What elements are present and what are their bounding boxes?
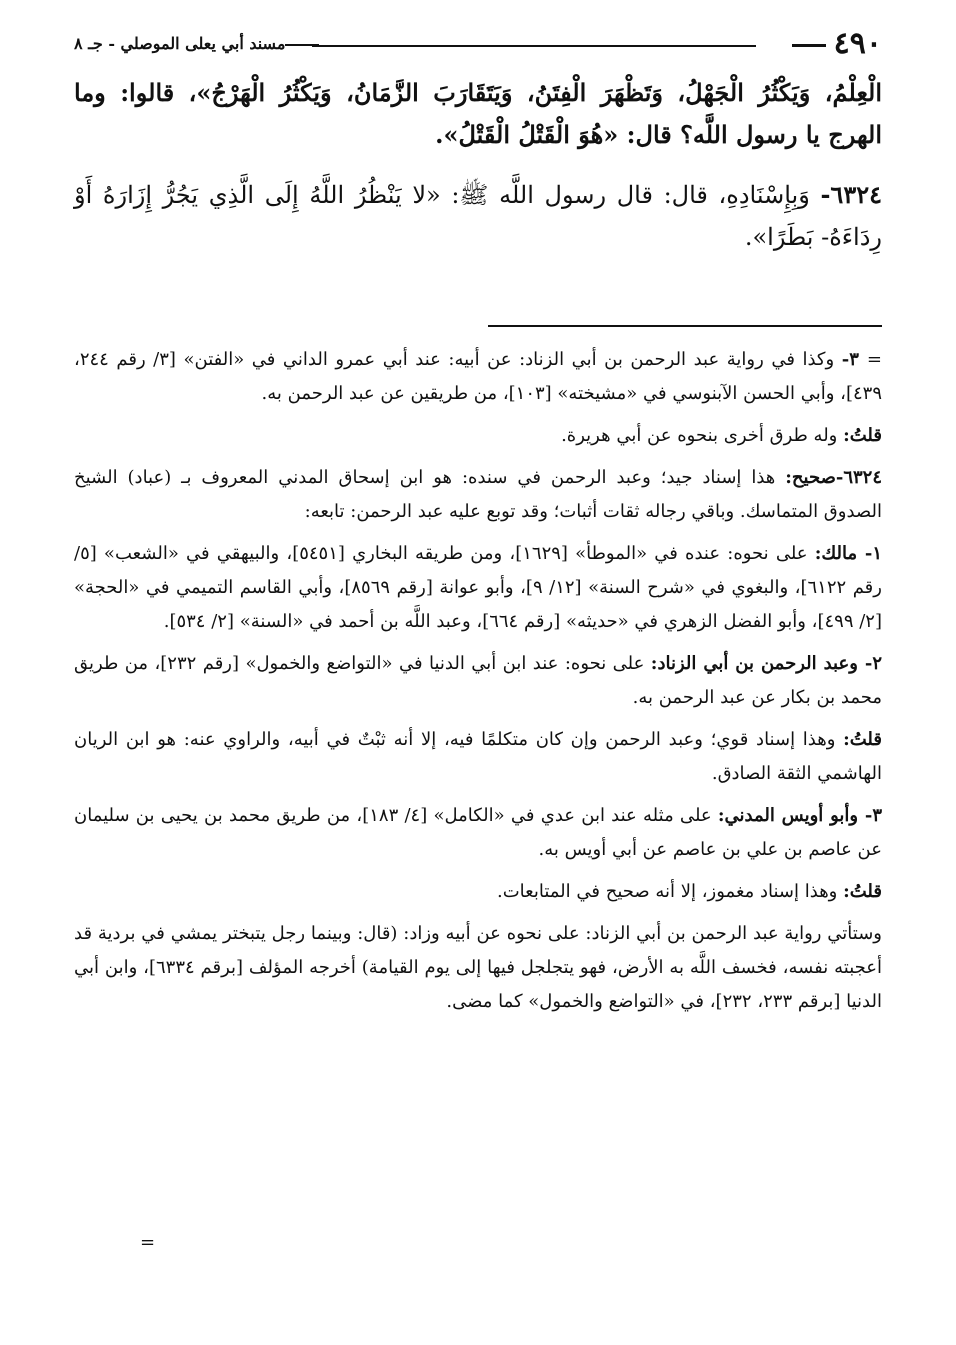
item-3-label: ٣- وأبو أويس المدني: [717,805,882,826]
continuation-end-mark: = [140,1232,156,1253]
continuation-mark: = [866,349,882,370]
item-1-text: على نحوه: عنده في «الموطأ» [١٦٢٩]، ومن طريقه البخاري [٥٤٥١]، والبيهقي في «الشعب» [٥/ رقم ٦١٢٢]، والبغوي في «شرح السنة» [١٢/ ٩]، وأبو عوانة [رقم ٨٥٦٩]، وأبي القاسم التميمي في «الحجة» [٢/ ٤٩٩]، وأبو الفضل الزهري في «حديثه» [رقم ٦٦٤]، وعبد اللَّه بن أحمد في «السنة» [٢/ ٥٣٤]. [74,543,882,632]
grade-text: هذا إسناد جيد؛ وعبد الرحمن في سنده: هو ابن إسحاق المدني المعروف بـ (عباد) الشيخ الصدوق المتماسك. وباقي رجاله ثقات أثبات؛ وقد توبع عليه عبد الرحمن: تابعه: [74,467,882,522]
item-2-label: ٢- وعبد الرحمن بن أبي الزناد: [650,653,882,674]
qultu-1-label: قلتُ: [843,425,882,446]
item-1-label: ١- مالك: [814,543,882,564]
hadith-2-number: ٦٣٢٤- [820,180,882,209]
page-number: ٤٩٠ [833,26,882,61]
hadith-2-text: وَبِإِسْنَادِهِ، قال: قال رسول اللَّه ﷺ: «لا يَنْظُرُ اللَّهُ إِلَى الَّذِي يَجُرُّ إِزَارَهُ أَوْ رِدَاءَهُ- بَطَرًا». [74,181,882,251]
item-3 [74,799,882,867]
page-header [74,26,882,66]
qultu-3-label: قلتُ: [843,881,882,902]
qultu-2-label: قلتُ: [843,729,882,750]
main-text [74,72,882,258]
item-3-text: على مثله عند ابن عدي في «الكامل» [٤/ ١٨٣]، من طريق محمد بن يحيى بن سليمان عن عاصم بن علي بن عاصم عن أبي أويس به. [74,805,882,860]
hadith-2 [74,174,882,258]
item-1 [74,537,882,639]
qultu-1-text: وله طرق أخرى بنحوه عن أبي هريرة. [561,425,838,446]
running-title-text: مسند أبي يعلى الموصلي - جـ ٨ [74,34,286,53]
qultu-1 [74,419,882,453]
qultu-3-text: وهذا إسناد مغموز، إلا أنه صحيح في المتابعات. [497,881,838,902]
final-note [74,917,882,1019]
qultu-2 [74,723,882,791]
qultu-3 [74,875,882,909]
note-3-text: وكذا في رواية عبد الرحمن بن أبي الزناد: عن أبيه: عند أبي عمرو الداني في «الفتن» [٣/ رقم ٢٤٤، ٤٣٩]، وأبي الحسن الآبنوسي في «مشيخته» [١٠٣]، من طريقين عن عبد الرحمن به. [74,349,882,404]
running-title [74,34,327,53]
header-rule [312,45,756,47]
note-3 [74,343,882,411]
footnotes [74,343,882,1027]
runner-dash [285,44,319,46]
footnote-separator [488,325,882,327]
final-text: وستأتي رواية عبد الرحمن بن أبي الزناد: على نحوه عن أبيه وزاد: (قال: وبينما رجل يتبختر يمشي في بردية قد أعجبته نفسه، فخسف اللَّه به الأرض، فهو يتجلجل فيها إلى يوم القيامة) أخرجه المؤلف [برقم ٦٣٣٤]، وابن أبي الدنيا [برقم ٢٣٣، ٢٣٢]، في «التواضع والخمول» كما مضى. [74,923,882,1012]
grade-label: ٦٣٢٤-صحيح: [785,467,882,488]
note-3-label: ٣- [841,349,859,370]
qultu-2-text: وهذا إسناد قوي؛ وعبد الرحمن وإن كان متكلمًا فيه، إلا أنه ثبْتٌ في أبيه، والراوي عنه: هو ابن الريان الهاشمي الثقة الصادق. [74,729,882,784]
grade-note [74,461,882,529]
item-2 [74,647,882,715]
hadith-1-text: الْعِلْمُ، وَيَكْثُرُ الْجَهْلُ، وَتَظْهَرَ الْفِتَنُ، وَيَتَقَارَبَ الزَّمَانُ، وَيَكْثُرُ الْهَرْجُ»، قالوا: وما الهرج يا رسول اللَّه؟ قال: «هُوَ الْقَتْلُ الْقَتْلُ». [74,78,882,149]
header-dash [792,44,826,47]
item-2-text: على نحوه: عند ابن أبي الدنيا في «التواضع والخمول» [رقم ٢٣٢]، من طريق محمد بن بكار عن عبد الرحمن به. [74,653,882,708]
